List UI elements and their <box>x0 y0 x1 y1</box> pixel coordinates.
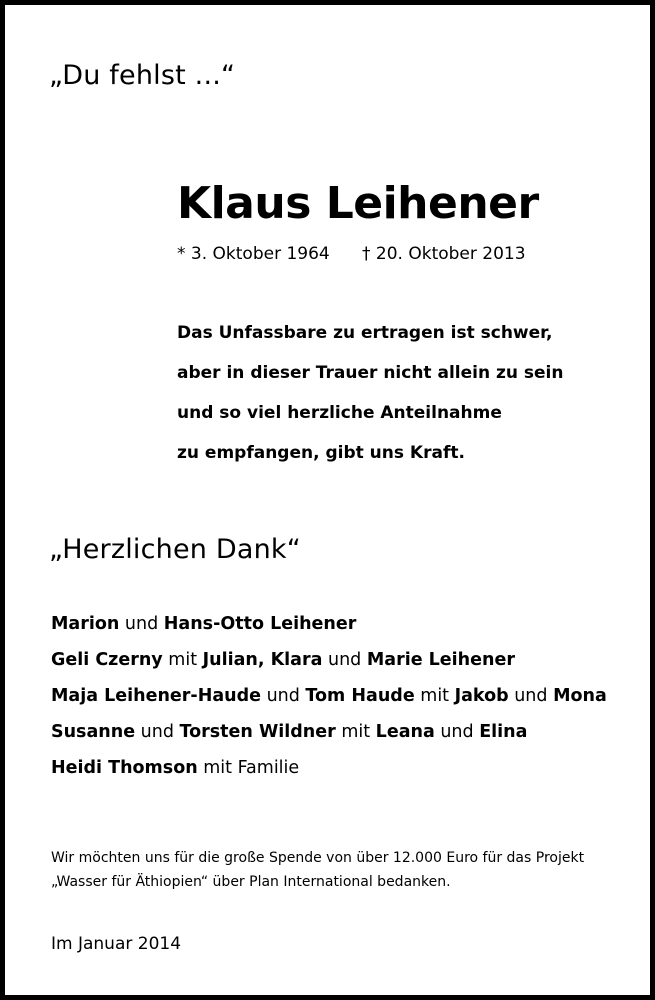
deceased-name: Klaus Leihener <box>177 178 539 229</box>
family-member-name: Marie Leihener <box>366 650 515 670</box>
poem <box>177 323 563 483</box>
family-member-name: Maja Leihener-Haude <box>51 686 261 706</box>
family-member-name: Julian, Klara <box>202 650 323 670</box>
family-member-name: Heidi Thomson <box>51 758 198 778</box>
connector-text: mit <box>335 722 376 742</box>
family-member-name: Tom Haude <box>305 686 415 706</box>
headline-quote: „Du fehlst ...“ <box>49 60 236 91</box>
connector-text: und <box>261 686 306 706</box>
connector-text: mit <box>414 686 455 706</box>
family-member-name: Susanne <box>51 722 136 742</box>
family-row <box>51 614 607 650</box>
poem-line: zu empfangen, gibt uns Kraft. <box>177 443 465 463</box>
family-row <box>51 722 607 758</box>
donation-note-line: „Wasser für Äthiopien“ über Plan International bedanken. <box>51 874 451 890</box>
family-row <box>51 686 607 722</box>
family-member-name: Elina <box>479 722 528 742</box>
family-member-name: Mona <box>553 686 607 706</box>
date-line: Im Januar 2014 <box>51 934 182 954</box>
connector-text: und <box>434 722 480 742</box>
family-member-name: Marion <box>51 614 120 634</box>
family-member-name: Jakob <box>454 686 509 706</box>
connector-text: und <box>135 722 180 742</box>
connector-text: und <box>322 650 367 670</box>
death-date: † 20. Oktober 2013 <box>362 244 526 264</box>
poem-line: aber in dieser Trauer nicht allein zu sein <box>177 363 564 383</box>
family-row <box>51 758 607 794</box>
poem-line: Das Unfassbare zu ertragen ist schwer, <box>177 323 553 343</box>
connector-text: und <box>119 614 164 634</box>
family-member-name: Geli Czerny <box>51 650 163 670</box>
family-row <box>51 650 607 686</box>
family-member-name: Torsten Wildner <box>179 722 336 742</box>
family-list <box>51 614 607 794</box>
family-member-name: Hans-Otto Leihener <box>163 614 357 634</box>
family-member-name: Leana <box>375 722 435 742</box>
donation-note-line: Wir möchten uns für die große Spende von über 12.000 Euro für das Projekt <box>51 850 585 866</box>
donation-note <box>51 846 584 894</box>
birth-date: * 3. Oktober 1964 <box>177 244 330 264</box>
connector-text: mit Familie <box>197 758 300 778</box>
poem-line: und so viel herzliche Anteilnahme <box>177 403 502 423</box>
thanks-quote: „Herzlichen Dank“ <box>49 534 301 565</box>
connector-text: mit <box>162 650 203 670</box>
connector-text: und <box>508 686 554 706</box>
